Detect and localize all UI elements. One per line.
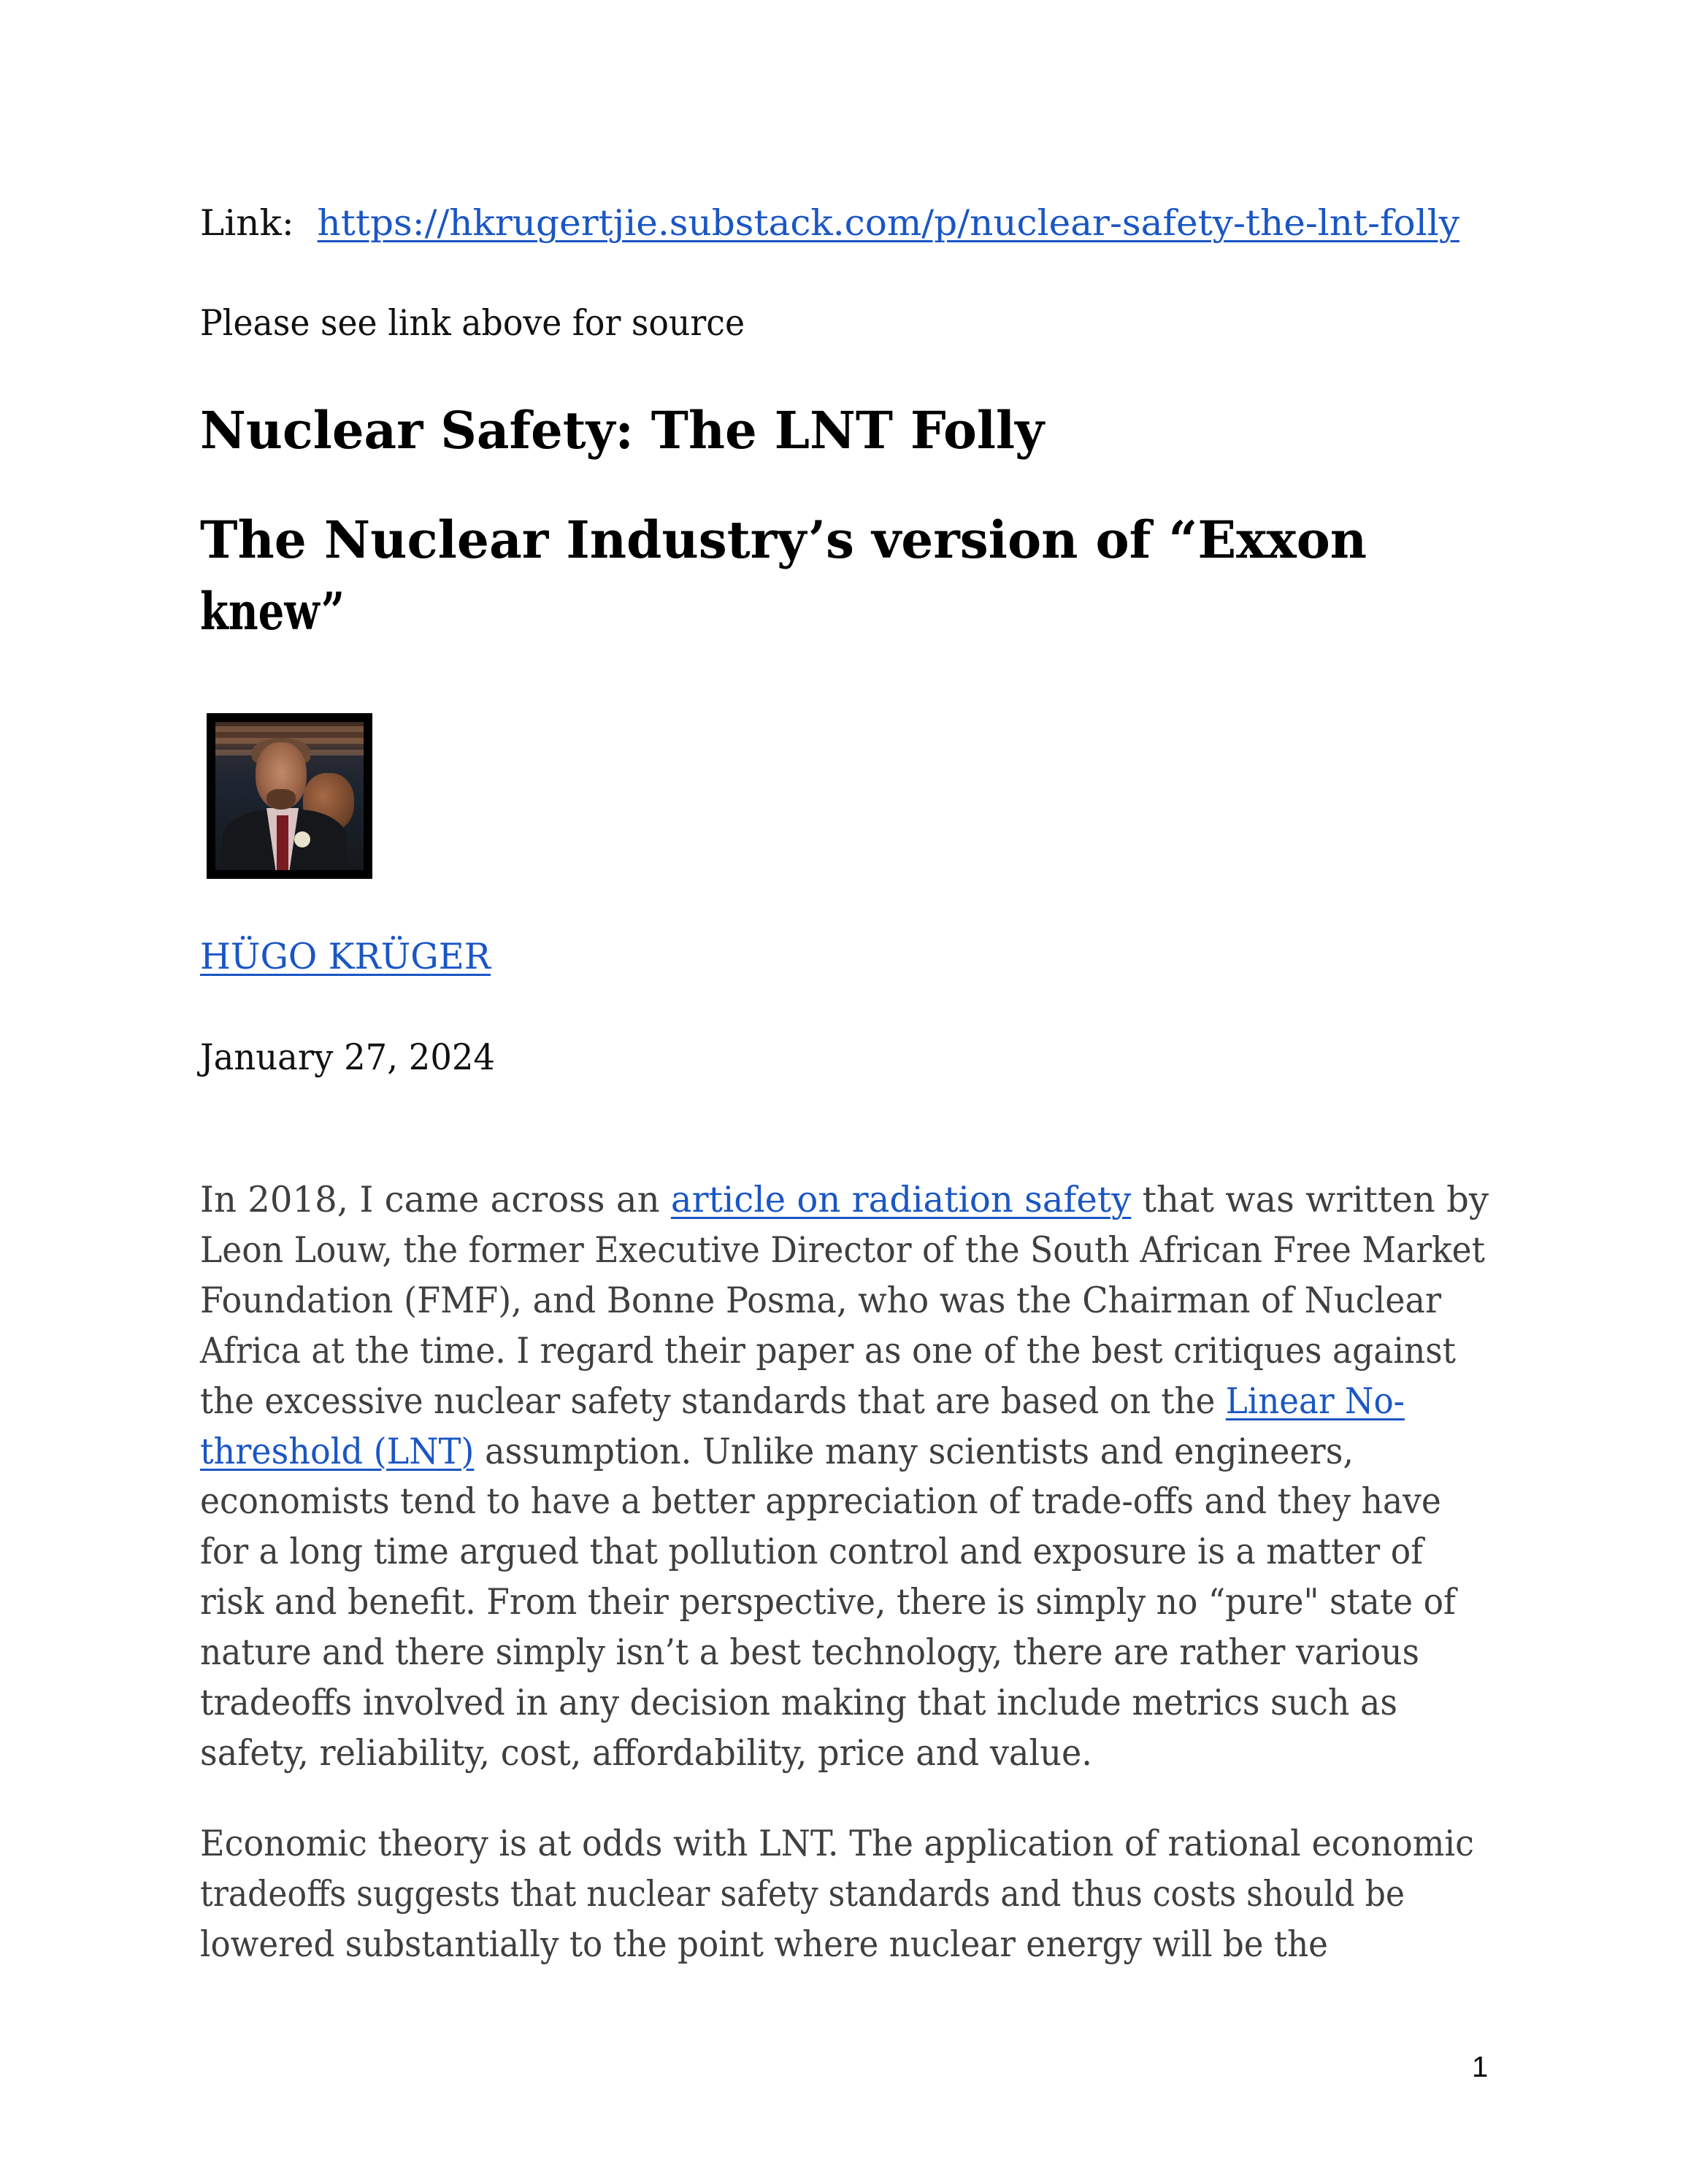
- subtitle-line-2: knew”: [200, 581, 345, 642]
- text-run: risk and benefit. From their perspective, there is simply no “pure" state of: [200, 1581, 1456, 1623]
- paragraph-1-line: [200, 1380, 1405, 1423]
- subtitle-line-1: The Nuclear Industry’s version of “Exxon: [200, 510, 1367, 570]
- text-run: lowered substantially to the point where nuclear energy will be the: [200, 1923, 1328, 1965]
- source-url-link[interactable]: https://hkrugertjie.substack.com/p/nuclear-safety-the-lnt-folly: [317, 202, 1459, 244]
- author-line: [200, 935, 491, 979]
- paragraph-2-line: [200, 1822, 1474, 1866]
- text-run: tradeoffs involved in any decision making that include metrics such as: [200, 1682, 1397, 1723]
- page-number: 1: [1472, 2051, 1489, 2083]
- paragraph-1-line: [200, 1430, 1354, 1474]
- text-run: economists tend to have a better appreciation of trade-offs and they have: [200, 1480, 1441, 1523]
- text-run: safety, reliability, cost, affordability, price and value.: [200, 1731, 1092, 1774]
- text-run: that was written by: [1131, 1179, 1489, 1220]
- paragraph-1-line: [200, 1681, 1397, 1725]
- paragraph-2-line: [200, 1923, 1328, 1966]
- page-title: Nuclear Safety: The LNT Folly: [200, 400, 1045, 461]
- text-run: In 2018, I came across an: [200, 1179, 671, 1220]
- link-line: [200, 201, 1459, 245]
- paragraph-1-line: [200, 1480, 1441, 1523]
- paragraph-1-line: [200, 1228, 1485, 1272]
- text-run: the excessive nuclear safety standards that are based on the: [200, 1380, 1226, 1422]
- inline-link[interactable]: Linear No-: [1225, 1380, 1405, 1422]
- text-run: Economic theory is at odds with LNT. The application of rational economic: [200, 1823, 1474, 1864]
- text-run: for a long time argued that pollution control and exposure is a matter of: [200, 1531, 1424, 1573]
- inline-link[interactable]: threshold (LNT): [200, 1430, 475, 1472]
- paragraph-1-line: [200, 1530, 1423, 1574]
- text-run: tradeoffs suggests that nuclear safety standards and thus costs should be: [200, 1872, 1405, 1915]
- author-link[interactable]: HÜGO KRÜGER: [200, 936, 491, 977]
- paragraph-1-line: [200, 1178, 1489, 1222]
- text-run: Africa at the time. I regard their paper as one of the best critiques against: [200, 1329, 1456, 1372]
- source-note: Please see link above for source: [200, 302, 745, 344]
- author-portrait-image: [215, 722, 364, 870]
- text-run: assumption. Unlike many scientists and engineers,: [474, 1430, 1354, 1472]
- paragraph-1-line: [200, 1329, 1456, 1373]
- link-label: Link:: [200, 202, 294, 244]
- text-run: Leon Louw, the former Executive Director of the South African Free Market: [200, 1228, 1485, 1271]
- text-run: nature and there simply isn’t a best technology, there are rather various: [200, 1631, 1419, 1674]
- paragraph-1-line: [200, 1279, 1441, 1323]
- inline-link[interactable]: article on radiation safety: [670, 1179, 1132, 1220]
- paragraph-1-line: [200, 1631, 1419, 1674]
- text-run: Foundation (FMF), and Bonne Posma, who was the Chairman of Nuclear: [200, 1279, 1442, 1321]
- publish-date: January 27, 2024: [200, 1037, 496, 1078]
- paragraph-1-line: [200, 1580, 1456, 1624]
- paragraph-2-line: [200, 1872, 1405, 1916]
- paragraph-1-line: [200, 1731, 1092, 1775]
- author-photo: [207, 713, 372, 879]
